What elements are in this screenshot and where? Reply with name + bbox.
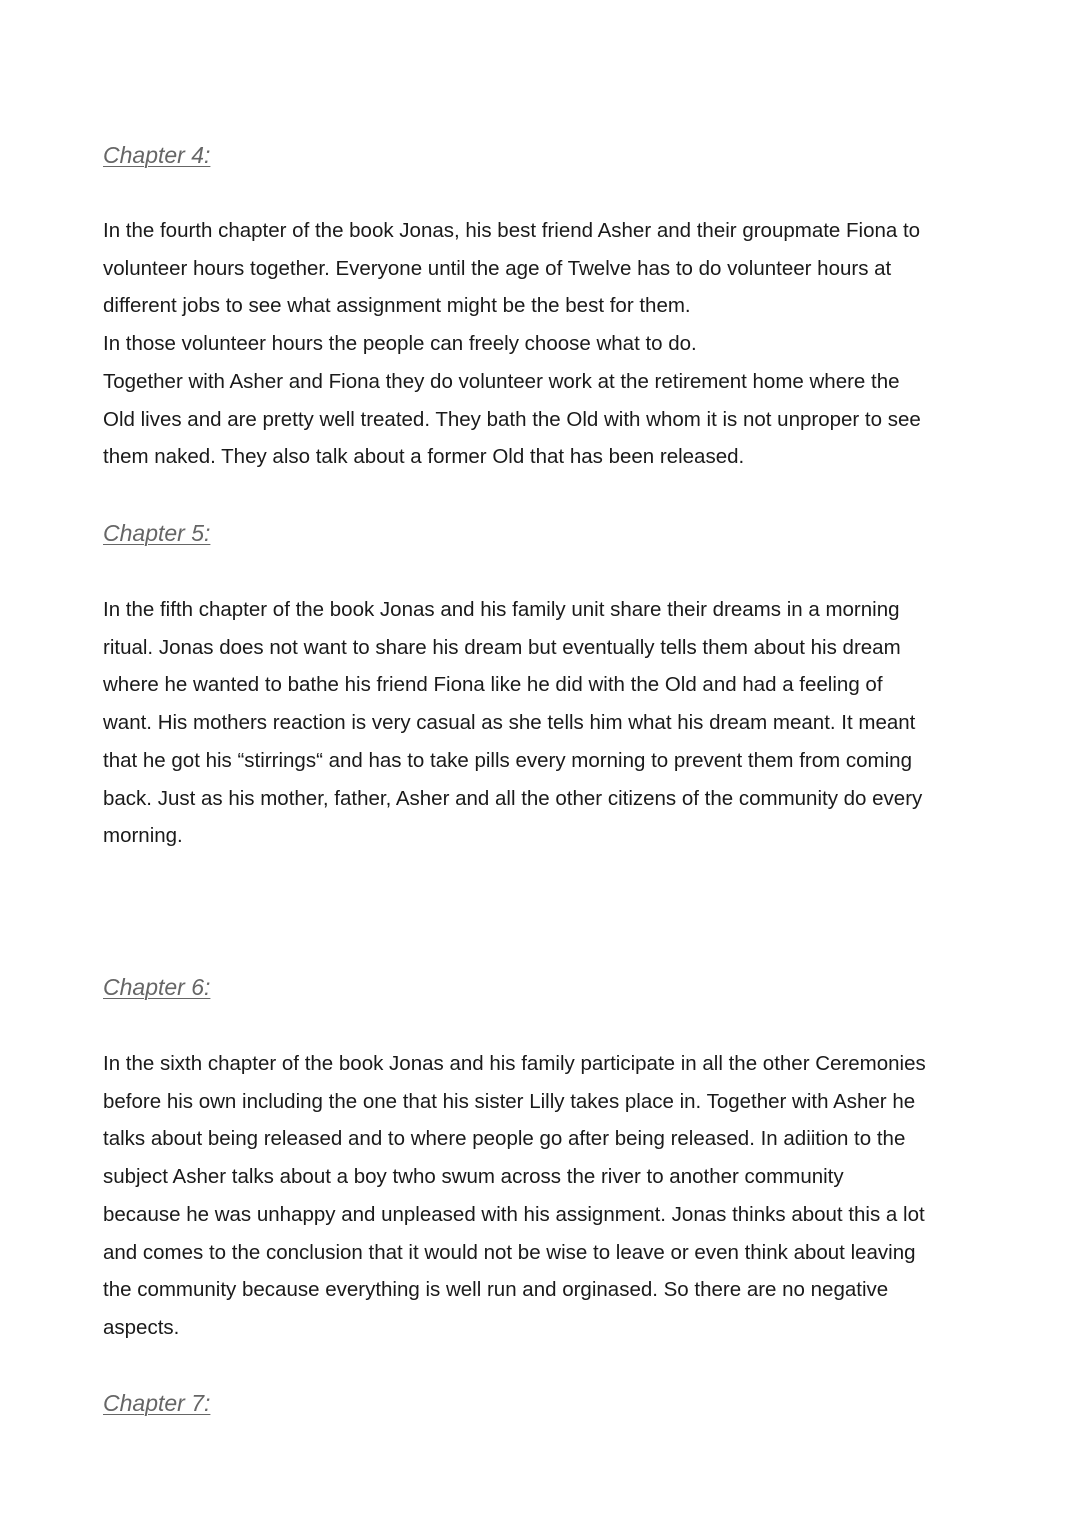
paragraph-line: subject Asher talks about a boy twho swum across the river to another community <box>103 1165 844 1189</box>
chapter-4-heading: Chapter 4: <box>103 142 211 168</box>
paragraph-line: before his own including the one that his sister Lilly takes place in. Together with Asher he <box>103 1089 916 1113</box>
paragraph-line: morning. <box>103 824 183 848</box>
paragraph-line: aspects. <box>103 1315 180 1339</box>
paragraph-line: them naked. They also talk about a former Old that has been released. <box>103 445 745 469</box>
paragraph-line: ritual. Jonas does not want to share his dream but eventually tells them about his dream <box>103 635 901 659</box>
paragraph-line: In the fourth chapter of the book Jonas, his best friend Asher and their groupmate Fiona to <box>103 219 921 242</box>
paragraph-line: In those volunteer hours the people can freely choose what to do. <box>103 332 697 356</box>
paragraph-line: because he was unhappy and unpleased with his assignment. Jonas thinks about this a lot <box>103 1202 925 1226</box>
chapter-4-paragraph <box>103 212 1003 476</box>
paragraph-line: different jobs to see what assignment might be the best for them. <box>103 294 691 318</box>
chapter-6-paragraph <box>103 1045 1003 1347</box>
paragraph-line: where he wanted to bathe his friend Fiona like he did with the Old and had a feeling of <box>103 673 883 697</box>
paragraph-line: Together with Asher and Fiona they do volunteer work at the retirement home where the <box>103 369 900 393</box>
chapter-6-heading: Chapter 6: <box>103 974 211 1000</box>
chapter-5-heading: Chapter 5: <box>103 520 211 546</box>
chapter-5-paragraph <box>103 591 1003 855</box>
paragraph-line: volunteer hours together. Everyone until the age of Twelve has to do volunteer hours at <box>103 256 892 280</box>
paragraph-line: In the sixth chapter of the book Jonas and his family participate in all the other Ceremonies <box>103 1052 926 1075</box>
paragraph-line: the community because everything is well run and orginased. So there are no negative <box>103 1278 889 1302</box>
paragraph-line: and comes to the conclusion that it would not be wise to leave or even think about leaving <box>103 1240 916 1264</box>
paragraph-line: talks about being released and to where people go after being released. In adiition to the <box>103 1127 906 1151</box>
paragraph-line: that he got his “stirrings“ and has to take pills every morning to prevent them from coming <box>103 748 912 772</box>
paragraph-line: back. Just as his mother, father, Asher and all the other citizens of the community do every <box>103 786 923 810</box>
chapter-7-heading: Chapter 7: <box>103 1390 211 1416</box>
paragraph-line: Old lives and are pretty well treated. They bath the Old with whom it is not unproper to see <box>103 407 921 431</box>
paragraph-line: want. His mothers reaction is very casual as she tells him what his dream meant. It meant <box>103 711 916 735</box>
paragraph-line: In the fifth chapter of the book Jonas and his family unit share their dreams in a morning <box>103 598 900 621</box>
